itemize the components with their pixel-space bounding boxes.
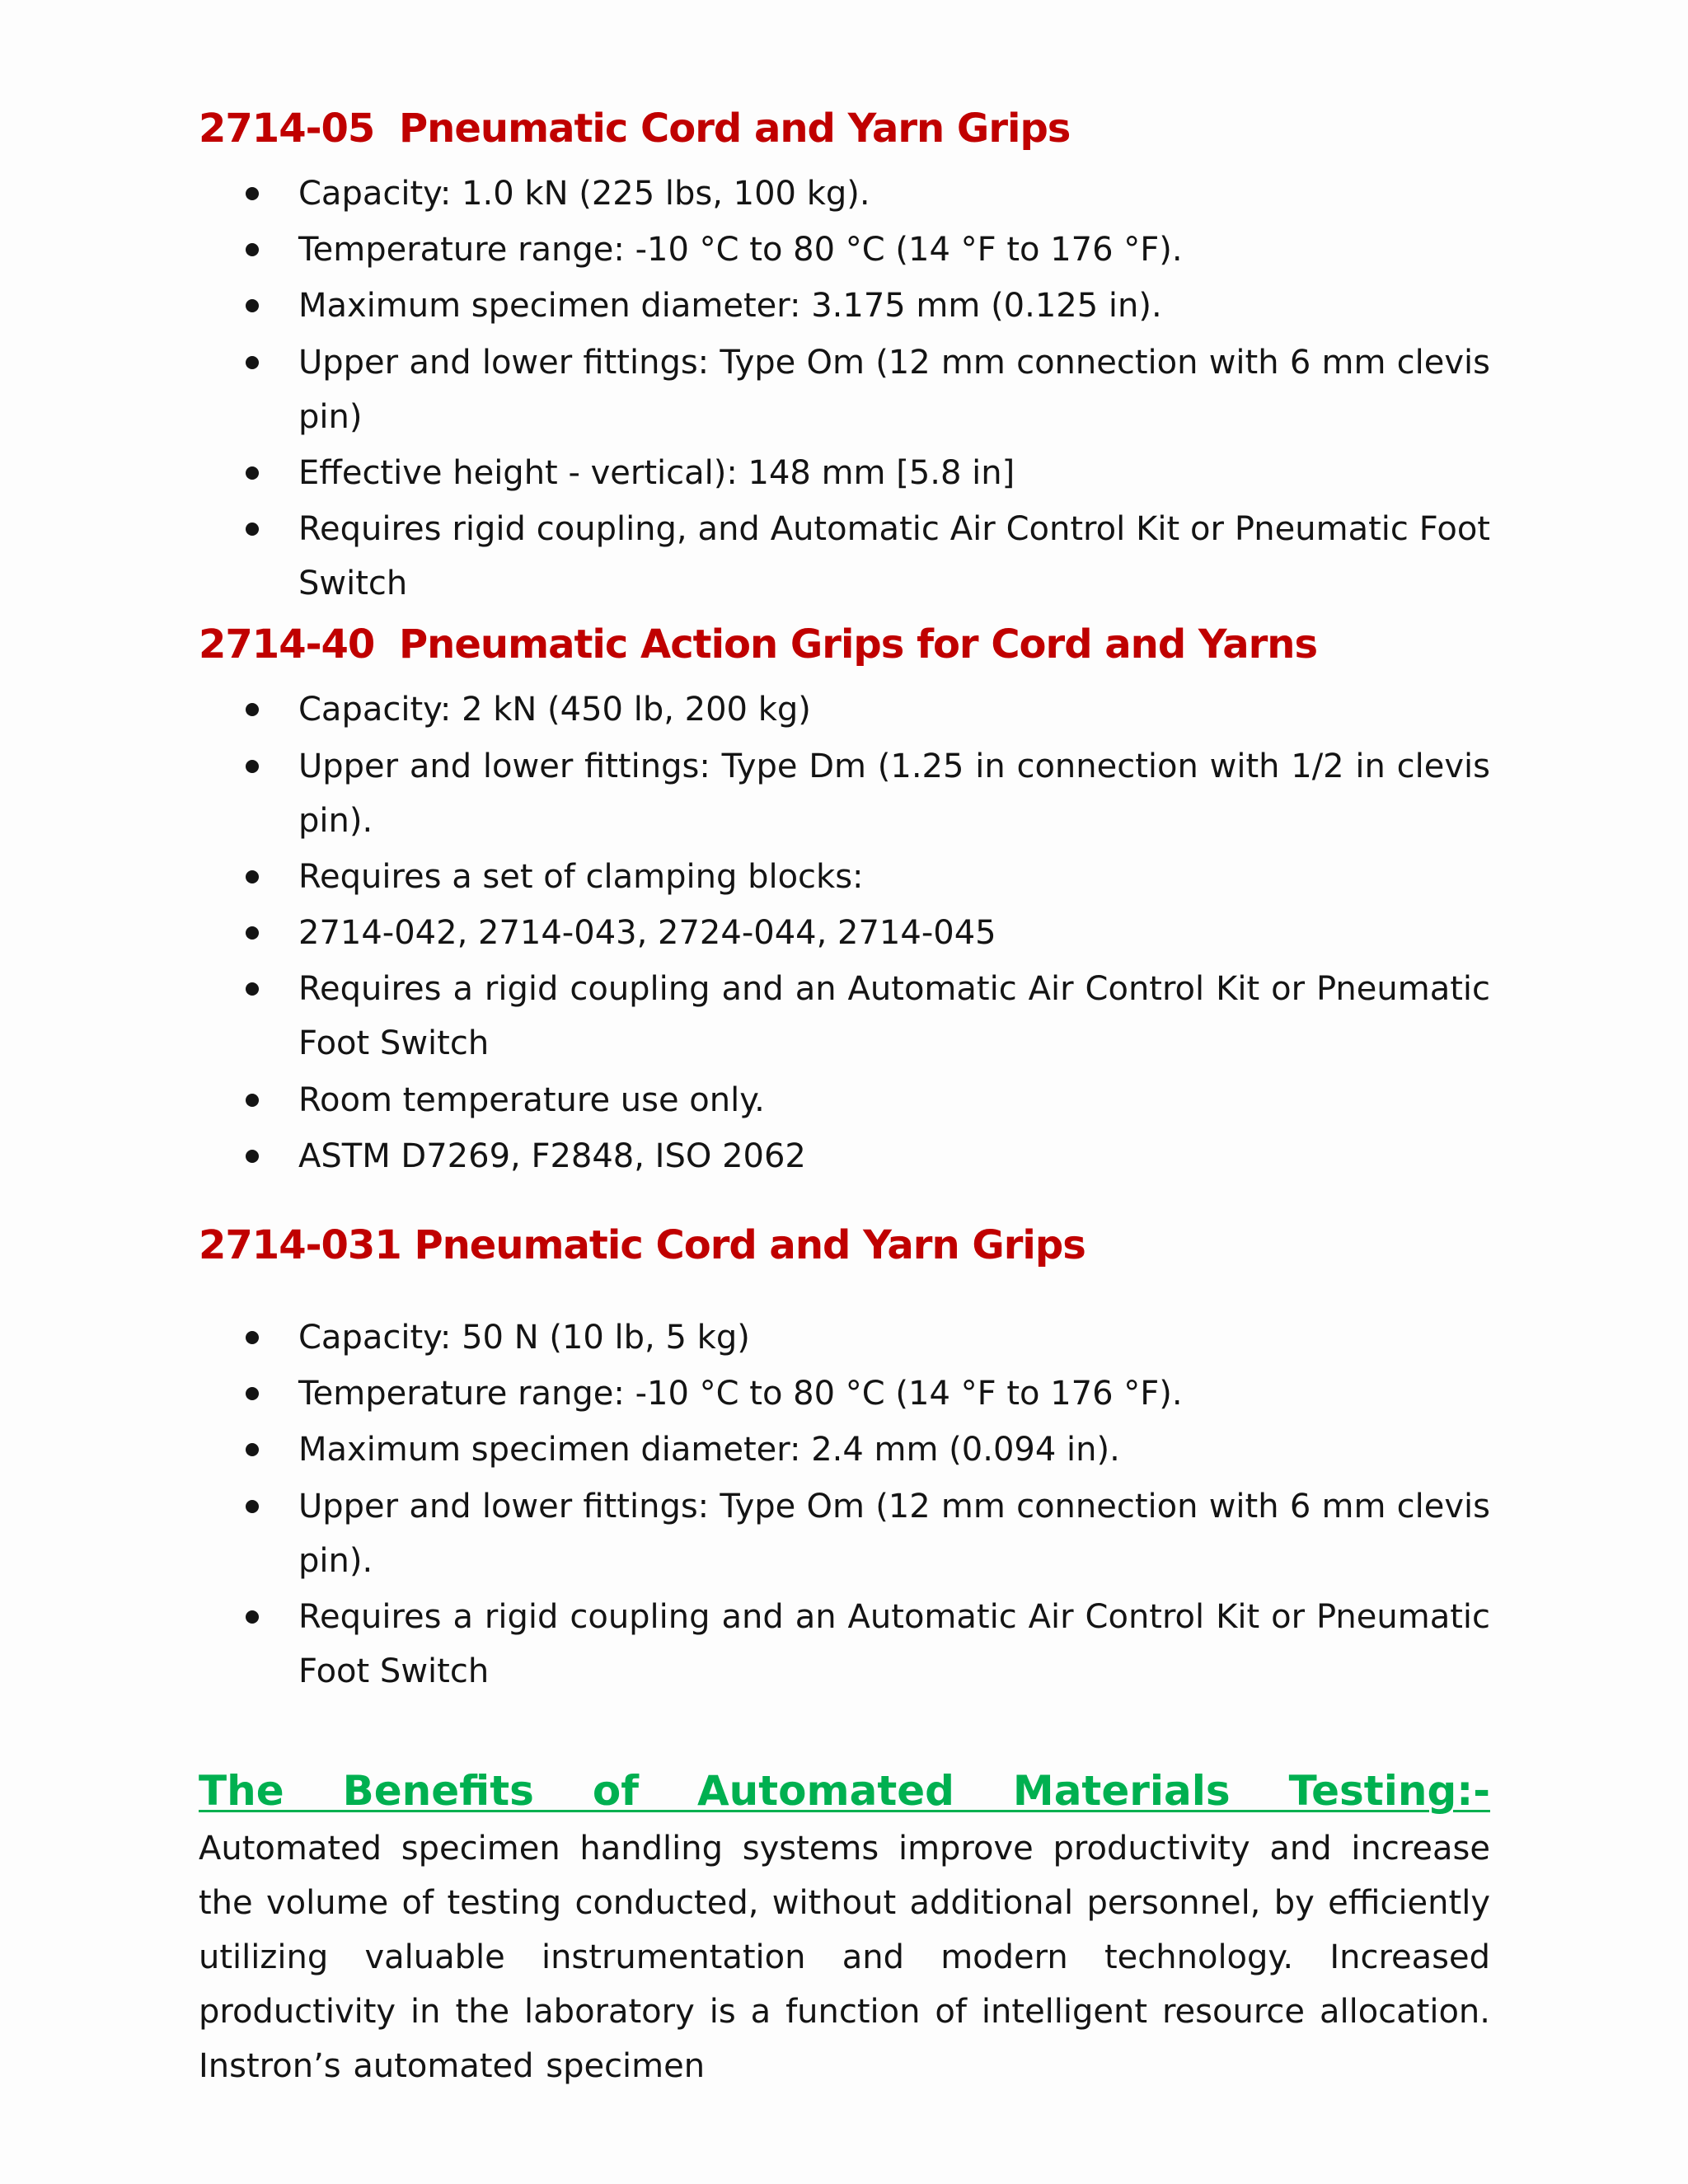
bullet-icon (246, 187, 259, 200)
bullet-icon (246, 1094, 259, 1107)
section-code: 2714-40 (199, 621, 375, 668)
section-title: Pneumatic Cord and Yarn Grips (414, 1222, 1085, 1268)
bullet-icon (246, 1331, 259, 1344)
bullet-icon (246, 523, 259, 536)
bullet-icon (246, 356, 259, 369)
bullet-icon (246, 1610, 259, 1624)
benefits-heading: The Benefits of Automated Materials Testing:- (199, 1767, 1490, 1815)
document-page: 2714-05 Pneumatic Cord and Yarn Grips Capacity: 1.0 kN (225 lbs, 100 kg). Temperature range: -10 °C to 80 °C (14 °F to 176 °F). Maximum specimen diameter: 3.175 mm (0.125 in). Upper and lower fittings: Type Om (12 mm connection with 6 mm clevis pin) Effective height - vertical): 148 mm [5.8 in] Requires rigid coupling, and Automatic Air Control Kit or Pneumatic Foot Switch 2714-40 Pneumatic Action Grips for Cord and Yarns Capacity: 2 kN (450 lb, 200 kg) Upper and lower fittings: Type Dm (1.25 in connection with 1/2 in clevis pin). Requires a set of clamping blocks: 2714-042, 2714-043, 2724-044, 2714-045 Requires a rigid coupling and an Automatic Air Control Kit or Pneumatic Foot Switch Room temperature use only. ASTM D7269, F2848, ISO 2062 2714-031 Pneumatic Cord and Yarn Grips Capacity: 50 N (10 lb, 5 kg) Temperature range: -10 °C to 80 °C (14 °F to 176 °F). Maximum specimen diameter: 2.4 mm (0.094 in). Upper and lower fittings: Type Om (12 mm connection with 6 mm clevis pin). Requires a rigid coupling and an Automatic Air Control Kit or Pneumatic Foot Switch The Benefits of Automated Materials Testing:- Automated specimen handling systems improve productivity and increase the volume of testing conducted, without additional personnel, by efficiently utilizing valuable instrumentation and modern technology. Increased productivity in the laboratory is a function of intelligent resource allocation. Instron’s automated specimen (0, 0, 1688, 2184)
bullet-icon (246, 982, 259, 996)
bullet-icon (246, 1500, 259, 1513)
benefits-body: Automated specimen handling systems improve productivity and increase the volume of testing conducted, without additional personnel, by efficiently utilizing valuable instrumentation and modern technology. Increased productivity in the laboratory is a function of intelligent resource allocation. Instron’s automated specimen (199, 1830, 1490, 2085)
bullet-icon (246, 466, 259, 480)
bullet-icon (246, 926, 259, 940)
section-code: 2714-05 (199, 105, 375, 152)
bullet-icon (246, 703, 259, 716)
section-title: Pneumatic Cord and Yarn Grips (399, 105, 1071, 152)
bullet-icon (246, 243, 259, 256)
bullet-icon (246, 870, 259, 883)
bullet-icon (246, 760, 259, 773)
bullet-icon (246, 299, 259, 312)
benefits-paragraph (199, 1764, 1490, 2093)
bullet-icon (246, 1443, 259, 1456)
section-heading-2714-031 (199, 1219, 1085, 1272)
bullet-icon (246, 1150, 259, 1163)
section-code: 2714-031 (199, 1222, 401, 1268)
section-title: Pneumatic Action Grips for Cord and Yarns (399, 621, 1318, 668)
section-heading-2714-05 (199, 102, 1070, 155)
bullet-icon (246, 1387, 259, 1400)
section-heading-2714-40 (199, 618, 1317, 671)
